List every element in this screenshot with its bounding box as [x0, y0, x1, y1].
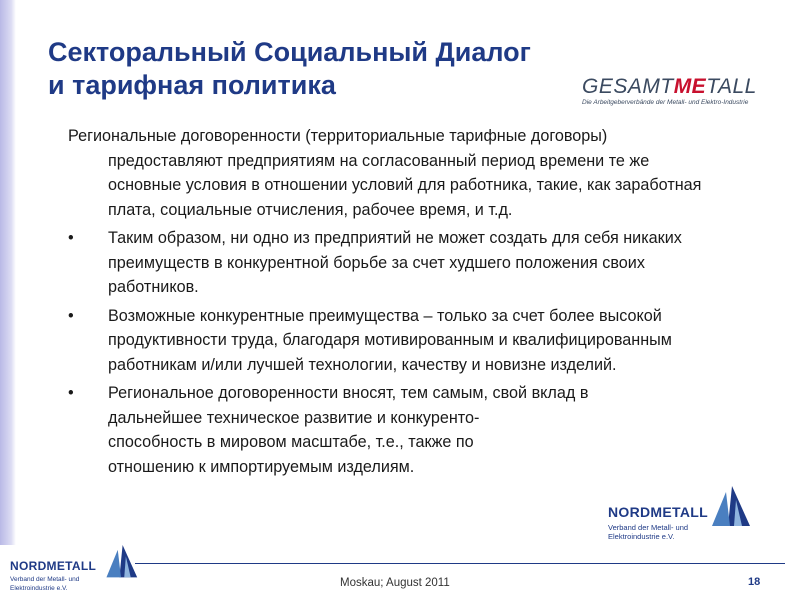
- bullet-marker: •: [68, 384, 74, 402]
- nordmetall-logo-main: [606, 486, 766, 546]
- slide-body: [68, 124, 708, 483]
- nordmetall-logo-corner: [6, 545, 146, 600]
- bullet-text-3-line-3: способность в мировом масштабе, т.е., также по: [108, 433, 474, 451]
- bullet-text-2: Возможные конкурентные преимущества – только за счет более высокой продуктивности труда, благодаря мотивированным и квалифицированным работникам и/или лучшей технологии, качеству и новизне изделий.: [108, 306, 672, 374]
- intro-paragraph: Региональные договоренности (территориальные тарифные договоры) предоставляют предприятиям на согласованный период времени те же основные условия в отношении условий для работника, такие, как заработная плата, социальные отчисления, рабочее время, и т.д.: [68, 127, 702, 219]
- title-line-2: и тарифная политика: [48, 70, 336, 100]
- page-number: 18: [748, 576, 761, 588]
- bullet-item-1: [68, 226, 708, 300]
- bullet-text-3-line-2: дальнейшее техническое развитие и конкуренто-: [108, 408, 480, 427]
- gesamtmetall-part-1: GESAMT: [582, 75, 674, 98]
- gesamtmetall-part-2: ME: [673, 75, 707, 98]
- bullet-text-3-line-4: отношению к импортируемым изделиям.: [108, 457, 415, 476]
- title-line-1: Секторальный Социальный Диалог: [48, 37, 531, 67]
- gesamtmetall-part-3: TALL: [706, 75, 757, 98]
- gesamtmetall-subtitle: Die Arbeitgeberverbände der Metall- und Elektro-Industrie: [582, 99, 749, 106]
- slide-title: [48, 36, 568, 102]
- nordmetall-sub-line-2: Elektroindustrie e.V.: [10, 585, 68, 592]
- bullet-item-3: [68, 381, 708, 479]
- sail-icon: [706, 486, 754, 528]
- bullet-marker: •: [68, 229, 74, 247]
- left-decorative-band: [0, 0, 16, 545]
- bullet-text-1: Таким образом, ни одно из предприятий не может создать для себя никаких преимуществ в конкурентной борьбе за счет худшего положения своих работников.: [108, 229, 682, 296]
- bullet-text-3-line-1: Региональное договоренности вносят, тем самым, свой вклад в: [108, 384, 589, 402]
- nordmetall-sub-line-2: Elektroindustrie e.V.: [608, 532, 675, 541]
- bullet-item-2: [68, 304, 708, 378]
- gesamtmetall-logo: [582, 76, 762, 110]
- footer-divider: [135, 563, 785, 564]
- footer-text: Moskau; August 2011: [340, 577, 450, 589]
- nordmetall-sub-line-1: Verband der Metall- und: [10, 576, 80, 583]
- nordmetall-sub-line-1: Verband der Metall- und: [608, 523, 689, 532]
- nordmetall-name: NORDMETALL: [10, 559, 97, 573]
- gesamtmetall-wordmark: [582, 76, 762, 98]
- sail-icon: [101, 545, 141, 579]
- bullet-marker: •: [68, 306, 74, 325]
- nordmetall-name: NORDMETALL: [608, 504, 708, 520]
